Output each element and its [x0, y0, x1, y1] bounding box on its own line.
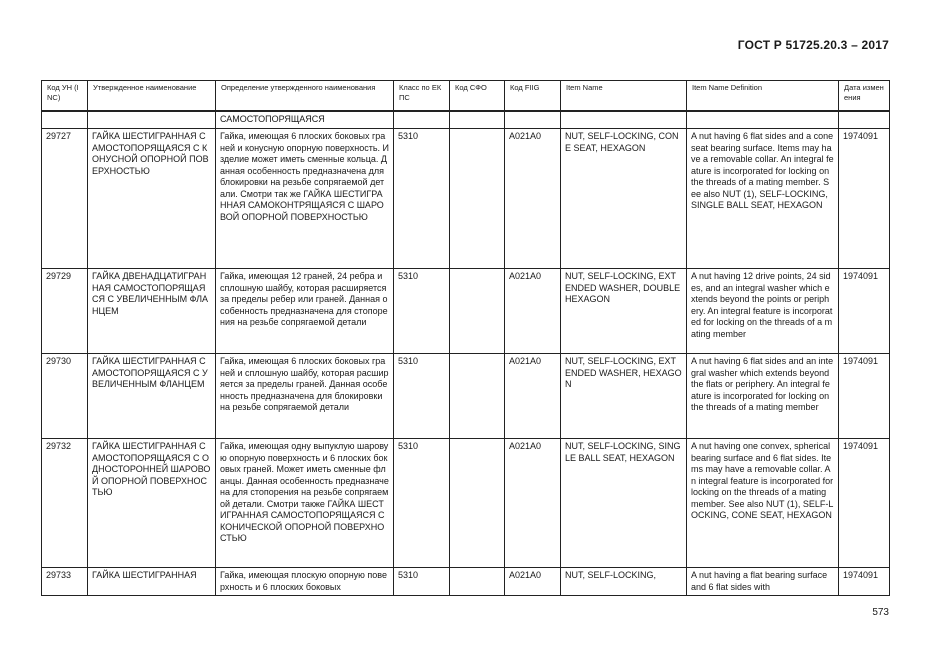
- cell-approved-name: ГАЙКА ШЕСТИГРАННАЯ: [88, 568, 216, 596]
- cell-inc: 29732: [42, 439, 88, 568]
- cell-item-name: NUT, SELF-LOCKING, SINGLE BALL SEAT, HEXAGON: [561, 439, 687, 568]
- continuation-cell: САМОСТОПОРЯЩАЯСЯ: [216, 111, 394, 129]
- cell-fiig: A021A0: [505, 269, 561, 354]
- cell-change-date: 1974091: [839, 568, 890, 596]
- cell-approved-name: ГАЙКА ШЕСТИГРАННАЯ САМОСТОПОРЯЩАЯСЯ С УВЕЛИЧЕННЫМ ФЛАНЦЕМ: [88, 354, 216, 439]
- cell-class: 5310: [394, 129, 450, 269]
- cell-fiig: A021A0: [505, 568, 561, 596]
- cell-name-definition: Гайка, имеющая 6 плоских боковых граней и конусную опорную поверхность. Изделие может иметь сменные кольца. Данная особенность предназначена для блокировки на резьбе сопрягаемой детали. Смотри так же ГАЙКА ШЕСТИГРАННАЯ САМОКОНТРЯЩАЯСЯ С ШАРОВОЙ ОПОРНОЙ ПОВЕРХНОСТЬЮ: [216, 129, 394, 269]
- cell-change-date: 1974091: [839, 439, 890, 568]
- header-item-name-definition: Item Name Definition: [687, 81, 839, 112]
- standard-title: ГОСТ Р 51725.20.3 – 2017: [737, 38, 889, 52]
- cell-fiig: A021A0: [505, 129, 561, 269]
- header-class: Класс по ЕКПС: [394, 81, 450, 112]
- cell-inc: 29730: [42, 354, 88, 439]
- header-inc: Код УН (INC): [42, 81, 88, 112]
- cell-name-definition: Гайка, имеющая 12 граней, 24 ребра и сплошную шайбу, которая расширяется за пределы ребер или граней. Данная особенность предназначена для стопорения на резьбе сопрягаемой детали: [216, 269, 394, 354]
- cell-item-name-definition: A nut having 12 drive points, 24 sides, and an integral washer which extends beyond the points or periphery. An integral feature is incorporated for locking on the threads of a mating member: [687, 269, 839, 354]
- cell-name-definition: Гайка, имеющая плоскую опорную поверхность и 6 плоских боковых: [216, 568, 394, 596]
- continuation-row: [42, 111, 890, 129]
- header-fiig: Код FIIG: [505, 81, 561, 112]
- cell-item-name: NUT, SELF-LOCKING, CONE SEAT, HEXAGON: [561, 129, 687, 269]
- cell-item-name: NUT, SELF-LOCKING, EXTENDED WASHER, HEXAGON: [561, 354, 687, 439]
- cell-approved-name: ГАЙКА ДВЕНАДЦАТИГРАННАЯ САМОСТОПОРЯЩАЯСЯ С УВЕЛИЧЕННЫМ ФЛАНЦЕМ: [88, 269, 216, 354]
- cell-sfo: [450, 269, 505, 354]
- cell-change-date: 1974091: [839, 269, 890, 354]
- cell-sfo: [450, 354, 505, 439]
- cell-item-name-definition: A nut having 6 flat sides and a cone seat bearing surface. Items may have a removable collar. An integral feature is incorporated for locking on the threads of a mating member. See also NUT (1), SELF-LOCKING, SINGLE BALL SEAT, HEXAGON: [687, 129, 839, 269]
- cell-approved-name: ГАЙКА ШЕСТИГРАННАЯ САМОСТОПОРЯЩАЯСЯ С ОДНОСТОРОННЕЙ ШАРОВОЙ ОПОРНОЙ ПОВЕРХНОСТЬЮ: [88, 439, 216, 568]
- header-item-name: Item Name: [561, 81, 687, 112]
- cell-approved-name: ГАЙКА ШЕСТИГРАННАЯ САМОСТОПОРЯЩАЯСЯ С КОНУСНОЙ ОПОРНОЙ ПОВЕРХНОСТЬЮ: [88, 129, 216, 269]
- cell-class: 5310: [394, 354, 450, 439]
- cell-sfo: [450, 439, 505, 568]
- page-number: 573: [872, 607, 889, 618]
- header-name-definition: Определение утвержденного наименования: [216, 81, 394, 112]
- cell-fiig: A021A0: [505, 439, 561, 568]
- table-row: [42, 439, 890, 568]
- header-change-date: Дата изменения: [839, 81, 890, 112]
- cell-inc: 29729: [42, 269, 88, 354]
- nomenclature-table: [41, 80, 890, 596]
- cell-item-name: NUT, SELF-LOCKING, EXTENDED WASHER, DOUBLE HEXAGON: [561, 269, 687, 354]
- cell-name-definition: Гайка, имеющая 6 плоских боковых граней и сплошную шайбу, которая расширяется за пределы граней. Данная особенность предназначена для блокировки на резьбе сопрягаемой детали: [216, 354, 394, 439]
- table-row: [42, 269, 890, 354]
- cell-item-name-definition: A nut having a flat bearing surface and 6 flat sides with: [687, 568, 839, 596]
- cell-inc: 29733: [42, 568, 88, 596]
- table-row: [42, 568, 890, 596]
- cell-sfo: [450, 568, 505, 596]
- table-row: [42, 129, 890, 269]
- table-row: [42, 354, 890, 439]
- cell-item-name-definition: A nut having 6 flat sides and an integral washer which extends beyond the flats or periphery. An integral feature is incorporated for locking on the threads of a mating member: [687, 354, 839, 439]
- cell-item-name: NUT, SELF-LOCKING,: [561, 568, 687, 596]
- cell-class: 5310: [394, 439, 450, 568]
- cell-change-date: 1974091: [839, 354, 890, 439]
- header-sfo: Код СФО: [450, 81, 505, 112]
- cell-fiig: A021A0: [505, 354, 561, 439]
- cell-name-definition: Гайка, имеющая одну выпуклую шаровую опорную поверхность и 6 плоских боковых граней. Может иметь сменные фланцы. Данная особенность предназначена для стопорения на резьбе сопрягаемой детали. Смотри также ГАЙКА ШЕСТИГРАННАЯ САМОСТОПОРЯЩАЯСЯ С КОНИЧЕСКОЙ ОПОРНОЙ ПОВЕРХНОСТЬЮ: [216, 439, 394, 568]
- table-header-row: [42, 81, 890, 112]
- cell-sfo: [450, 129, 505, 269]
- cell-class: 5310: [394, 568, 450, 596]
- cell-change-date: 1974091: [839, 129, 890, 269]
- header-approved-name: Утвержденное наименование: [88, 81, 216, 112]
- cell-class: 5310: [394, 269, 450, 354]
- cell-item-name-definition: A nut having one convex, spherical bearing surface and 6 flat sides. Items may have a removable collar. An integral feature is incorporated for locking on the threads of a mating member. See also NUT (1), SELF-LOCKING, CONE SEAT, HEXAGON: [687, 439, 839, 568]
- cell-inc: 29727: [42, 129, 88, 269]
